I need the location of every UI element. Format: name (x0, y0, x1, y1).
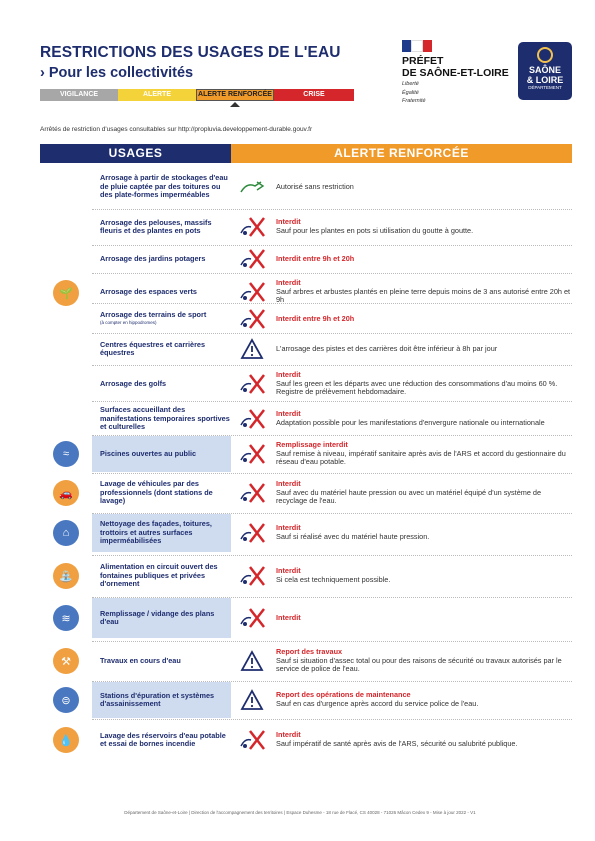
motto-liberte: Liberté (402, 81, 419, 87)
category-icon (40, 514, 92, 552)
restriction-status: Interdit (276, 278, 301, 288)
usage-text: Arrosage des pelouses, massifs fleuris et des plantes en pots (100, 217, 212, 235)
usage-label (92, 598, 231, 638)
level-alerte-renforcee: ALERTE RENFORCÉE (196, 89, 274, 101)
restriction-status: Interdit (276, 409, 301, 419)
usage-label (92, 334, 231, 364)
french-flag-icon (402, 40, 432, 52)
sprinkler-forbidden-icon (234, 366, 270, 402)
level-alerte: ALERTE (118, 89, 196, 101)
usage-text: Surfaces accueillant des manifestations temporaires sportives et culturelles (100, 405, 230, 432)
usage-text: Arrosage des terrains de sport (à compter en hippodromes) (100, 311, 206, 328)
prefet-name-line1: PRÉFET (402, 55, 444, 67)
alert-level-scale (40, 89, 354, 101)
level-pointer-icon (230, 102, 240, 107)
category-badge-icon: ⛲ (53, 563, 79, 589)
usage-text: Alimentation en circuit ouvert des fontaines publiques et privées d'ornement (100, 562, 218, 589)
sprinkler-forbidden-icon (234, 210, 270, 244)
usage-label (92, 556, 231, 596)
usage-text: Arrosage des espaces verts (100, 286, 197, 296)
category-icon (40, 276, 92, 310)
restriction-cell (276, 514, 572, 552)
restriction-status: Interdit (276, 612, 301, 622)
restriction-status: Interdit entre 9h et 20h (276, 253, 355, 263)
usage-label (92, 246, 231, 272)
prefet-logo (402, 40, 510, 105)
category-icon (40, 436, 92, 472)
motto-egalite: Égalité (402, 89, 419, 96)
pool-forbidden-icon (234, 436, 270, 472)
sprinkler-forbidden-icon (234, 402, 270, 436)
restriction-detail: Sauf si situation d'assec total ou pour des raisons de sécurité ou travaux autorisés par le service de police de l'eau. (276, 655, 562, 674)
usage-text: Centres équestres et carrières équestres (100, 339, 206, 357)
usage-label (92, 436, 231, 472)
restriction-cell (276, 642, 572, 680)
col-alerte-renforcee: ALERTE RENFORCÉE (231, 144, 572, 163)
restriction-status: Report des opérations de maintenance (276, 690, 411, 700)
dept-line2: & LOIRE (526, 75, 564, 85)
restriction-cell (276, 210, 572, 244)
category-icon (40, 682, 92, 718)
usage-text: Arrosage à partir de stockages d'eau de pluie captée par des toitures ou des plate-formes imperméables (100, 173, 228, 200)
usage-text: Lavage de véhicules par des professionnels (dont stations de lavage) (100, 479, 213, 506)
restriction-cell (276, 598, 572, 638)
dept-line1: SAÔNE (528, 65, 561, 75)
restriction-detail: Autorisé sans restriction (276, 181, 354, 191)
category-badge-icon: ≋ (53, 605, 79, 631)
restriction-cell (276, 720, 572, 760)
restriction-detail: Sauf si réalisé avec du matériel haute pression. (276, 532, 430, 541)
usage-text: Stations d'épuration et systèmes d'assainissement (100, 690, 215, 708)
restriction-cell (276, 682, 572, 718)
category-icon (40, 720, 92, 760)
level-crise: CRISE (274, 89, 354, 101)
category-badge-icon: 🚗 (53, 480, 79, 506)
restriction-cell (276, 474, 572, 512)
restriction-status: Interdit entre 9h et 20h (276, 313, 355, 323)
prefet-name-line2: DE SAÔNE-ET-LOIRE (402, 67, 509, 79)
category-badge-icon: ≈ (53, 441, 79, 467)
warning-icon (234, 682, 270, 718)
category-icon (40, 474, 92, 512)
restriction-status: Interdit (276, 730, 301, 740)
usage-text: Travaux en cours d'eau (100, 655, 181, 665)
pond-forbidden-icon (234, 598, 270, 638)
restriction-cell (276, 334, 572, 364)
restriction-detail: Sauf arbres et arbustes plantés en pleine terre depuis moins de 3 ans autorisé entre 20h et 9h (276, 286, 571, 305)
department-emblem-icon (537, 47, 553, 63)
restriction-status: Remplissage interdit (276, 440, 348, 450)
usage-label (92, 642, 231, 680)
restriction-detail: Adaptation possible pour les manifestations d'envergure nationale ou internationale (276, 418, 545, 427)
usage-label (92, 166, 231, 208)
restriction-detail: Sauf impératif de santé après avis de l'ARS, sécurité ou salubrité publique. (276, 739, 518, 748)
restriction-cell (276, 556, 572, 596)
restriction-detail: Sauf les green et les départs avec une réduction des consommations d'au moins 60 %. Registre de prélèvement hebdomadaire. (276, 378, 558, 397)
usage-label (92, 474, 231, 512)
category-icon (40, 642, 92, 680)
cleaning-forbidden-icon (234, 514, 270, 552)
restriction-cell (276, 246, 572, 272)
usage-label (92, 304, 231, 334)
restriction-cell (276, 166, 572, 208)
dept-line3: DÉPARTEMENT (528, 85, 562, 90)
restriction-detail: L'arrosage des pistes et des carrières doit être inférieur à 8h par jour (276, 343, 498, 353)
restriction-status: Interdit (276, 479, 301, 489)
usage-text: Arrosage des golfs (100, 378, 167, 388)
usage-text: Piscines ouvertes au public (100, 448, 197, 458)
sprinkler-forbidden-icon (234, 246, 270, 272)
restriction-status: Interdit (276, 566, 301, 576)
car-wash-forbidden-icon (234, 474, 270, 512)
source-note: Arrêtés de restriction d'usages consultables sur http://propluvia.developpement-durable.gouv.fr (40, 126, 313, 133)
department-logo (518, 42, 572, 100)
restriction-detail: Sauf pour les plantes en pots si utilisation du goutte à goutte. (276, 226, 474, 235)
usage-note: (à compter en hippodromes) (100, 320, 157, 325)
category-icon (40, 556, 92, 596)
restriction-status: Interdit (276, 370, 301, 380)
usage-text: Nettoyage des façades, toitures, trottoirs et autres surfaces imperméabilisées (100, 519, 212, 546)
level-vigilance: VIGILANCE (40, 89, 118, 101)
category-badge-icon: 🌱 (53, 280, 79, 306)
rain-harvest-icon (234, 166, 270, 208)
usage-text: Arrosage des jardins potagers (100, 253, 206, 263)
usage-label (92, 210, 231, 244)
page-subtitle: › Pour les collectivités (40, 65, 194, 81)
restriction-status: Report des travaux (276, 647, 343, 657)
col-usages: USAGES (40, 144, 231, 163)
drops-forbidden-icon (234, 720, 270, 760)
restriction-cell (276, 304, 572, 334)
usage-label (92, 514, 231, 552)
motto-fraternite: Fraternité (402, 98, 426, 104)
category-badge-icon: ⊜ (53, 687, 79, 713)
usage-label (92, 682, 231, 718)
category-badge-icon: 💧 (53, 727, 79, 753)
restriction-detail: Sauf en cas d'urgence après accord du service police de l'eau. (276, 699, 479, 708)
restriction-status: Interdit (276, 523, 301, 533)
category-badge-icon: ⌂ (53, 520, 79, 546)
usage-text: Remplissage / vidange des plans d'eau (100, 608, 215, 626)
sprinkler-forbidden-icon (234, 304, 270, 334)
page-title: RESTRICTIONS DES USAGES DE L'EAU (40, 44, 341, 61)
usage-label (92, 402, 231, 436)
table-header (40, 144, 572, 163)
restriction-detail: Sauf remise à niveau, impératif sanitaire après avis de l'ARS et accord du gestionnaire du réseau d'eau potable. (276, 448, 566, 467)
warning-icon (234, 334, 270, 364)
restriction-detail: Si cela est techniquement possible. (276, 575, 391, 584)
category-badge-icon: ⚒ (53, 648, 79, 674)
restriction-cell (276, 436, 572, 472)
restriction-cell (276, 402, 572, 436)
fountain-forbidden-icon (234, 556, 270, 596)
restriction-cell (276, 366, 572, 402)
warning-icon (234, 642, 270, 680)
restriction-detail: Sauf avec du matériel haute pression ou avec un matériel équipé d'un système de recyclage de l'eau. (276, 487, 542, 506)
restriction-status: Interdit (276, 217, 301, 227)
category-icon (40, 598, 92, 638)
footer: Département de Saône-et-Loire | Direction de l'accompagnement des territoires | Espace Duhesme - 18 rue de Flacé, CS 40028 - 71026 Mâcon Cedex 9 - Mise à jour 2022 - V1 (124, 810, 476, 815)
usage-label (92, 720, 231, 760)
usage-text: Lavage des réservoirs d'eau potable et essai de bornes incendie (100, 730, 226, 748)
usage-label (92, 366, 231, 402)
